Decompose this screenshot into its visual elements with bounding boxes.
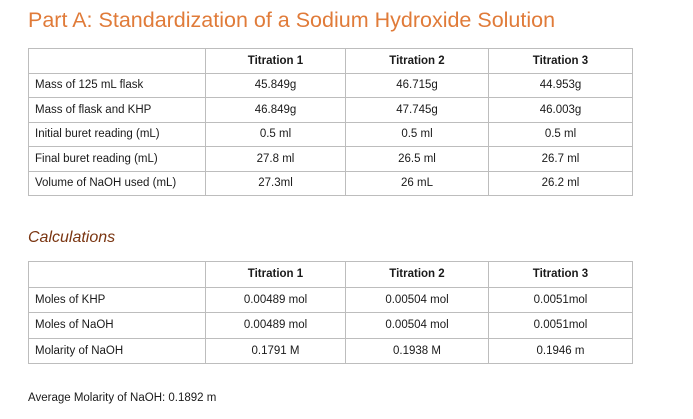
table-cell: 0.1791 M [206,338,346,364]
table-row [29,313,633,339]
row-label: Moles of KHP [29,287,206,313]
table-cell: 47.745g [346,98,489,123]
page-title: Part A: Standardization of a Sodium Hydroxide Solution [28,8,556,32]
table-cell: 44.953g [489,73,633,98]
header-cell: Titration 1 [206,49,346,74]
row-label: Final buret reading (mL) [29,147,206,172]
row-label: Moles of NaOH [29,313,206,339]
table-cell: 26 mL [346,171,489,196]
calculations-table-body [29,262,633,364]
calculations-table [28,261,633,364]
table-cell: 26.2 ml [489,171,633,196]
table-cell: 26.5 ml [346,147,489,172]
table-cell: 0.5 ml [206,122,346,147]
standardization-table-body [29,49,633,196]
header-cell: Titration 3 [489,262,633,288]
calculations-heading: Calculations [28,229,116,246]
row-label: Mass of flask and KHP [29,98,206,123]
table-cell: 0.1946 m [489,338,633,364]
table-row [29,287,633,313]
table-cell: 46.849g [206,98,346,123]
table-cell: 0.00489 mol [206,313,346,339]
table-row [29,98,633,123]
table-cell: 27.8 ml [206,147,346,172]
row-label: Initial buret reading (mL) [29,122,206,147]
table-cell: 46.003g [489,98,633,123]
table-cell: 0.5 ml [346,122,489,147]
table-cell: 0.1938 M [346,338,489,364]
table-row [29,147,633,172]
table-cell: 0.00489 mol [206,287,346,313]
average-molarity-text: Average Molarity of NaOH: 0.1892 m [28,392,217,404]
table-cell: 0.0051mol [489,313,633,339]
table-row [29,73,633,98]
table-cell: 46.715g [346,73,489,98]
table-row [29,122,633,147]
header-cell: Titration 1 [206,262,346,288]
table-cell: 26.7 ml [489,147,633,172]
table-cell: 0.00504 mol [346,313,489,339]
table-row [29,338,633,364]
header-cell: Titration 2 [346,262,489,288]
row-label: Volume of NaOH used (mL) [29,171,206,196]
table-cell: 0.0051mol [489,287,633,313]
standardization-table [28,48,633,196]
row-label: Mass of 125 mL flask [29,73,206,98]
header-cell: Titration 3 [489,49,633,74]
table-cell: 45.849g [206,73,346,98]
table-cell: 0.5 ml [489,122,633,147]
table-header-row [29,262,633,288]
table-cell: 0.00504 mol [346,287,489,313]
header-cell: Titration 2 [346,49,489,74]
row-label: Molarity of NaOH [29,338,206,364]
table-header-row [29,49,633,74]
table-row [29,171,633,196]
table-cell: 27.3ml [206,171,346,196]
header-cell [29,49,206,74]
header-cell [29,262,206,288]
